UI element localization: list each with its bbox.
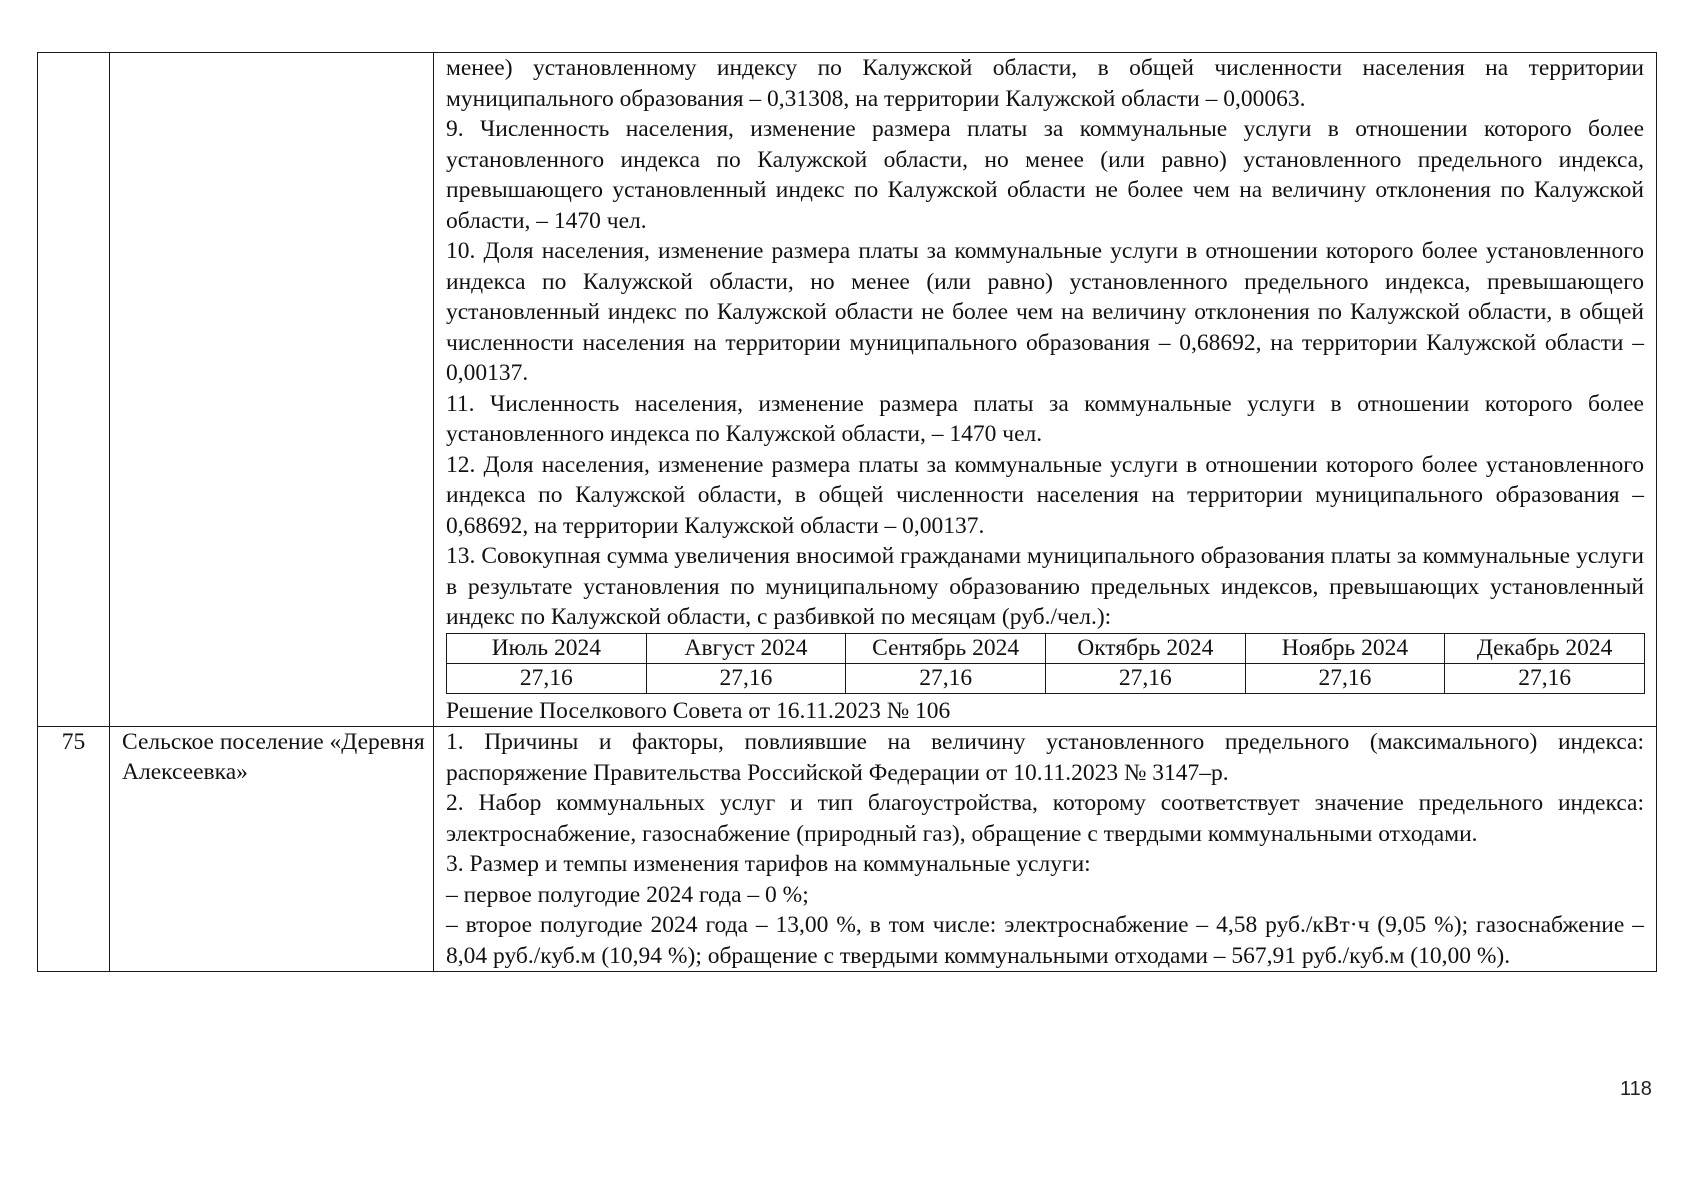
row-number-cell [38, 53, 110, 727]
decision-reference: Решение Поселкового Совета от 16.11.2023 № 106 [446, 697, 951, 724]
table-row-75 [38, 727, 1657, 972]
month-header-cell: Декабрь 2024 [1445, 633, 1645, 663]
month-value-row [447, 663, 1645, 693]
month-value-cell: 27,16 [1445, 663, 1645, 693]
paragraph-9: 9. Численность населения, изменение размера платы за коммунальные услуги в отношении которого более установленного индекса по Калужской области, но менее (или равно) установленного предельного индекса, превышающего установленный индекс по Калужской области не более чем на величину отклонения по Калужской области, – 1470 чел. [446, 116, 1644, 234]
paragraph-11: 11. Численность населения, изменение размера платы за коммунальные услуги в отношении которого более установленного индекса по Калужской области, – 1470 чел. [446, 390, 1644, 447]
paragraph-2: 2. Набор коммунальных услуг и тип благоустройства, которому соответствует значение предельного индекса: электроснабжение, газоснабжение (природный газ), обращение с твердыми коммунальными отходами. [446, 790, 1644, 847]
paragraph-3: 3. Размер и темпы изменения тарифов на коммунальные услуги: [446, 851, 1091, 877]
row-number-cell: 75 [38, 727, 110, 972]
table-row-74 [38, 53, 1657, 727]
tariff-table [37, 52, 1657, 972]
month-header-cell: Ноябрь 2024 [1245, 633, 1445, 663]
municipality-name-cell [110, 53, 434, 727]
paragraph-8-continued: менее) установленному индексу по Калужской области, в общей численности населения на территории муниципального образования – 0,31308, на территории Калужской области – 0,00063. [446, 55, 1644, 112]
paragraph-10: 10. Доля населения, изменение размера платы за коммунальные услуги в отношении которого более установленного индекса по Калужской области, но менее (или равно) установленного предельного индекса, превышающего установленный индекс по Калужской области не более чем на величину отклонения по Калужской области, в общей численности населения на территории муниципального образования – 0,68692, на территории Калужской области – 0,00137. [446, 238, 1644, 386]
paragraph-13: 13. Совокупная сумма увеличения вносимой гражданами муниципального образования платы за коммунальные услуги в результате установления по муниципальному образованию предельных индексов, превышающих установленный индекс по Калужской области, с разбивкой по месяцам (руб./чел.): [446, 543, 1644, 630]
month-value-cell: 27,16 [646, 663, 846, 693]
description-cell [434, 53, 1657, 727]
month-value-cell: 27,16 [1245, 663, 1445, 693]
description-cell [434, 727, 1657, 972]
paragraph-12: 12. Доля населения, изменение размера платы за коммунальные услуги в отношении которого более установленного индекса по Калужской области, в общей численности населения на территории муниципального образования – 0,68692, на территории Калужской области – 0,00137. [446, 451, 1644, 539]
month-header-row [447, 633, 1645, 663]
month-header-cell: Июль 2024 [447, 633, 647, 663]
paragraph-1: 1. Причины и факторы, повлиявшие на величину установленного предельного (максимального) индекса: распоряжение Правительства Российской Федерации от 10.11.2023 № 3147–р. [446, 729, 1644, 786]
month-value-cell: 27,16 [1045, 663, 1245, 693]
month-header-cell: Август 2024 [646, 633, 846, 663]
month-header-cell: Октябрь 2024 [1045, 633, 1245, 663]
list-item-first-half: – первое полугодие 2024 года – 0 %; [446, 881, 809, 908]
municipality-name-cell: Сельское поселение «Деревня Алексеевка» [110, 727, 434, 972]
list-item-second-half: – второе полугодие 2024 года – 13,00 %, в том числе: электроснабжение – 4,58 руб./кВт·ч (9,05 %); газоснабжение – 8,04 руб./куб.м (10,94 %); обращение с твердыми коммунальными отходами – 567,91 руб./куб.м (10,00 %). [446, 912, 1644, 969]
month-header-cell: Сентябрь 2024 [846, 633, 1046, 663]
month-value-cell: 27,16 [846, 663, 1046, 693]
monthly-increase-table [446, 633, 1645, 694]
month-value-cell: 27,16 [447, 663, 647, 693]
page-number: 118 [1620, 1078, 1652, 1100]
